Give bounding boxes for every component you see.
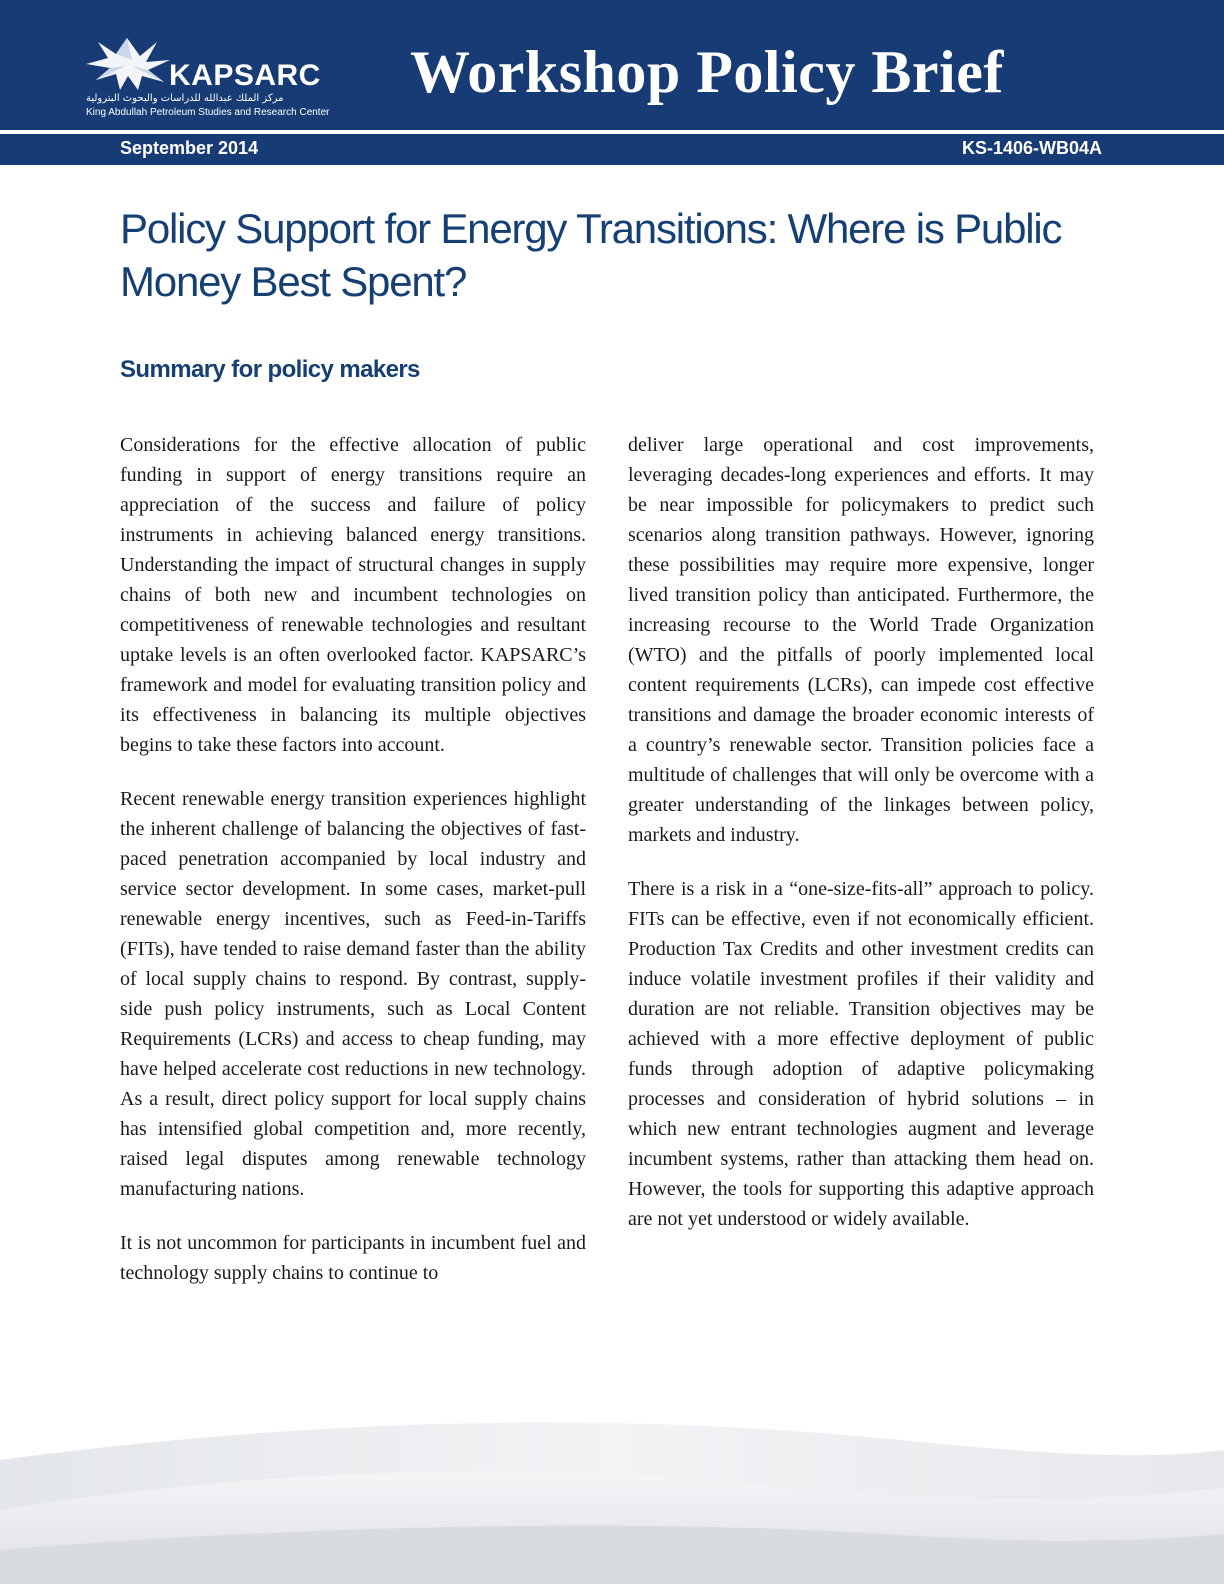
body-paragraph: Recent renewable energy transition experiences highlight the inherent challenge of balancing the objectives of fast-paced penetration accompanied by local industry and service sector development. In some cases, market-pull renewable energy incentives, such as Feed-in-Tariffs (FITs), have tended to raise demand faster than the ability of local supply chains to respond. By contrast, supply-side push policy instruments, such as Local Content Requirements (LCRs) and access to cheap funding, may have helped accelerate cost reductions in new technology. As a result, direct policy support for local supply chains has intensified global competition and, more recently, raised legal disputes among renewable technology manufacturing nations. — [120, 788, 586, 1200]
body-paragraph: There is a risk in a “one-size-fits-all” approach to policy. FITs can be effective, even if not economically efficient. Production Tax Credits and other investment credits can induce volatile investment profiles if their validity and duration are not reliable. Transition objectives may be achieved with a more effective deployment of public funds through adoption of adaptive policymaking processes and consideration of hybrid solutions – in which new entrant technologies augment and leverage incumbent systems, rather than attacking them head on. However, the tools for supporting this adaptive approach are not yet understood or widely available. — [628, 878, 1094, 1230]
body-paragraph: It is not uncommon for participants in incumbent fuel and technology supply chains to continue to — [120, 1232, 586, 1284]
right-column — [628, 430, 1094, 1258]
header-banner — [0, 0, 1224, 130]
brief-title: Workshop Policy Brief — [410, 39, 1004, 105]
section-heading: Summary for policy makers — [120, 356, 420, 383]
logo-arabic-name: مركز الملك عبدالله للدراسات والبحوث البترولية — [86, 93, 284, 104]
logo-wordmark: KAPSARC — [169, 59, 321, 92]
body-paragraph: deliver large operational and cost improvements, leveraging decades-long experiences and efforts. It may be near impossible for policymakers to predict such scenarios along transition pathways. However, ignoring these possibilities may require more expensive, longer lived transition policy than anticipated. Furthermore, the increasing recourse to the World Trade Organization (WTO) and the pitfalls of poorly implemented local content requirements (LCRs), can impede cost effective transitions and damage the broader economic interests of a country’s renewable sector. Transition policies face a multitude of challenges that will only be overcome with a greater understanding of the linkages between policy, markets and industry. — [628, 434, 1094, 846]
footer-decoration — [0, 1400, 1224, 1584]
kapsarc-star-icon — [82, 36, 172, 92]
logo-subtitle: King Abdullah Petroleum Studies and Research Center — [86, 107, 330, 118]
left-column — [120, 430, 586, 1312]
header-subbar — [0, 134, 1224, 165]
document-code: KS-1406-WB04A — [961, 138, 1102, 158]
kapsarc-logo — [82, 36, 342, 120]
publication-date: September 2014 — [120, 138, 259, 158]
document-title: Policy Support for Energy Transitions: Where is Public Money Best Spent? — [120, 205, 1062, 305]
body-paragraph: Considerations for the effective allocation of public funding in support of energy transitions require an appreciation of the success and failure of policy instruments in achieving balanced energy transitions. Understanding the impact of structural changes in supply chains of both new and incumbent technologies on competitiveness of renewable technologies and resultant uptake levels is an often overlooked factor. KAPSARC’s framework and model for evaluating transition policy and its effectiveness in balancing its multiple objectives begins to take these factors into account. — [120, 434, 586, 756]
